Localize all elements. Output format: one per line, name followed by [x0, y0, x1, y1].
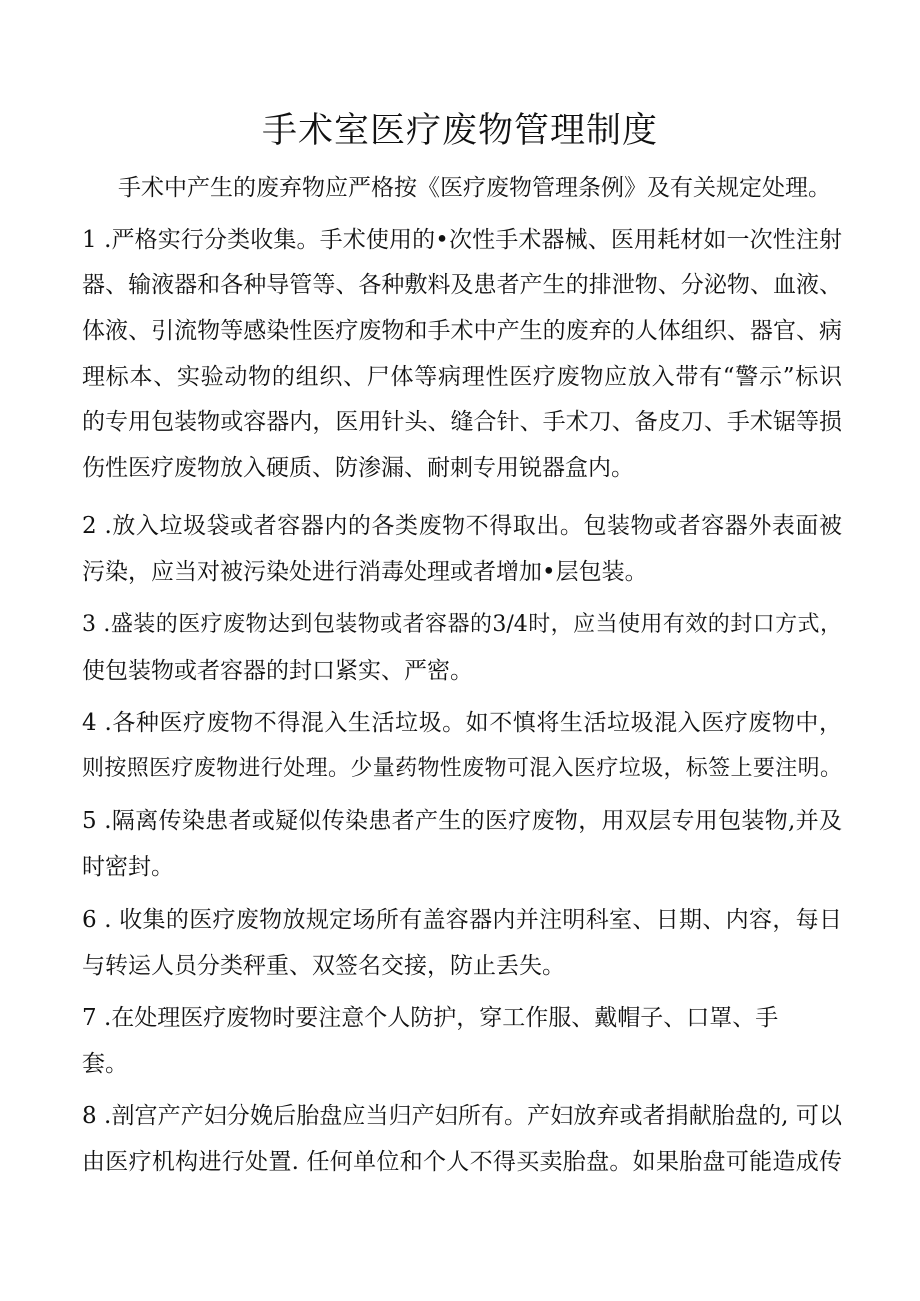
document-title: 手术室医疗废物管理制度 [261, 111, 658, 151]
rule-1-line-1: 1 .严格实行分类收集。手术使用的•次性手术器械、医用耗材如一次性注射 [82, 227, 842, 253]
rule-4-line-2: 则按照医疗废物进行处理。少量药物性废物可混入医疗垃圾，标签上要注明。 [82, 756, 842, 781]
rule-2-line-2: 污染，应当对被污染处进行消毒处理或者增加•层包装。 [82, 559, 648, 585]
rule-6-line-1: 6 . 收集的医疗废物放规定场所有盖容器内并注明科室、日期、内容，每日 [82, 907, 842, 933]
rule-7-line-2: 套。 [82, 1051, 128, 1077]
rule-1-line-6: 伤性医疗废物放入硬质、防渗漏、耐刺专用锐器盒内。 [82, 455, 634, 481]
rule-5-line-2: 时密封。 [82, 854, 174, 880]
rule-4-line-1: 4 .各种医疗废物不得混入生活垃圾。如不慎将生活垃圾混入医疗废物中， [82, 710, 842, 736]
intro-paragraph: 手术中产生的废弃物应严格按《医疗废物管理条例》及有关规定处理。 [118, 175, 831, 201]
rule-5-line-1: 5 .隔离传染患者或疑似传染患者产生的医疗废物，用双层专用包装物,并及 [82, 808, 842, 834]
rule-1-line-3: 体液、引流物等感染性医疗废物和手术中产生的废弃的人体组织、器官、病 [82, 318, 842, 344]
rule-3-line-1: 3 .盛装的医疗废物达到包装物或者容器的3/4时，应当使用有效的封口方式， [82, 612, 842, 637]
rule-3-line-2: 使包装物或者容器的封口紧实、严密。 [82, 658, 473, 684]
rule-2-line-1: 2 .放入垃圾袋或者容器内的各类废物不得取出。包装物或者容器外表面被 [82, 513, 842, 539]
rule-1-line-4: 理标本、实验动物的组织、尸体等病理性医疗废物应放入带有“警示”标识 [82, 364, 842, 390]
rule-6-line-2: 与转运人员分类秤重、双签名交接，防止丢失。 [82, 953, 565, 979]
rule-1-line-5: 的专用包装物或容器内，医用针头、缝合针、手术刀、备皮刀、手术锯等损 [82, 409, 842, 435]
rule-8-line-2: 由医疗机构进行处置. 任何单位和个人不得买卖胎盘。如果胎盘可能造成传 [82, 1149, 842, 1175]
rule-8-line-1: 8 .剖宫产产妇分娩后胎盘应当归产妇所有。产妇放弃或者捐献胎盘的, 可以 [82, 1103, 842, 1129]
rule-7-line-1: 7 .在处理医疗废物时要注意个人防护，穿工作服、戴帽子、口罩、手 [82, 1005, 779, 1031]
rule-1-line-2: 器、输液器和各种导管等、各种敷料及患者产生的排泄物、分泌物、血液、 [82, 272, 842, 298]
